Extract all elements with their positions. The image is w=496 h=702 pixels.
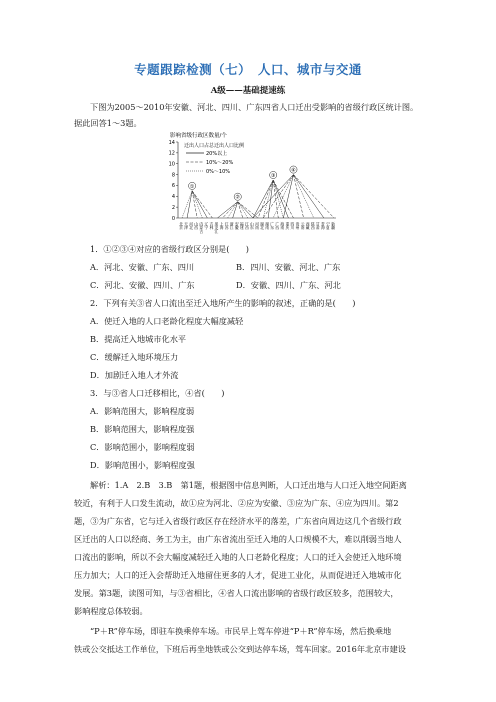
q3-option-b: B．影响范围大，影响程度强: [90, 424, 195, 434]
x-tick-label-15: 河南: [255, 222, 261, 230]
source-2-link-3: [233, 202, 238, 218]
y-tick-label-8: 8: [171, 172, 175, 179]
source-4-link-4: [293, 175, 303, 218]
source-4-link-6: [293, 175, 323, 218]
x-tick-label-5: 辽宁: [204, 222, 210, 230]
x-tick-label-18: 广东: [270, 222, 276, 230]
intro-line-1: 下图为2005～2010年安徽、河北、四川、广东四省人口迁出受影响的省级行政区统计图。: [90, 102, 419, 112]
chart-svg: [160, 130, 340, 242]
analysis-line-7: 发展。第3题，读图可知，与③省相比，④省人口流出影响的省级行政区较多，范围较大，: [74, 588, 399, 598]
x-tick-label-19: 广西: [275, 222, 281, 230]
q2-option-c: C．缓解迁入地环境压力: [90, 352, 179, 362]
source-label-4: ④: [291, 167, 296, 174]
source-2-link-6: [238, 202, 253, 218]
x-tick-label-28: 青海: [321, 222, 327, 230]
analysis-line-1: 解析：1.A 2.B 3.B 第1题，根据图中信息判断，人口迁出地与人口迁入地空间距离: [90, 480, 407, 490]
x-tick-label-11: 安徽: [235, 222, 241, 230]
source-4-link-3: [283, 175, 293, 218]
source-1-link-7: [192, 191, 212, 218]
chart-title: 影响省级行政区数量/个: [170, 133, 227, 139]
source-3-link-6: [273, 180, 288, 218]
x-tick-label-8: 上海: [220, 222, 226, 230]
y-tick-label-4: 4: [171, 194, 175, 201]
x-tick-label-4: 内蒙古: [199, 222, 205, 234]
y-ticks: [169, 140, 178, 222]
x-tick-label-30: 新疆: [331, 222, 337, 230]
x-tick-label-26: 陕西: [311, 222, 317, 230]
x-tick-label-21: 重庆: [285, 222, 291, 230]
source-4-link-7: [293, 175, 334, 218]
source-2-link-0: [217, 202, 237, 218]
tail-line-2: 铁或公交抵达工作单位，下班后再坐地铁或公交到达停车场，驾车回家。2016年北京市建设: [74, 644, 406, 654]
source-3-link-2: [263, 180, 273, 218]
x-tick-label-3: 山西: [194, 222, 200, 230]
q3-option-d: D．影响范围小，影响程度强: [90, 460, 195, 470]
x-tick-label-1: 天津: [184, 222, 190, 230]
q1-option-c: C．河北、安徽、四川、广东: [90, 280, 195, 290]
y-tick-label-0: 0: [171, 215, 175, 222]
x-tick-labels: [178, 221, 336, 234]
x-tick-label-13: 江西: [245, 222, 251, 230]
source-1-link-3: [187, 191, 192, 218]
x-tick-label-12: 福建: [240, 222, 246, 230]
analysis-line-3: 题，③为广东省，它与迁入省级行政区存在经济水平的落差，广东省向周边这几个省级行政: [74, 516, 402, 526]
x-tick-label-0: 北京: [179, 222, 185, 230]
y-tick-label-6: 6: [171, 183, 175, 190]
q2-option-a: A．使迁入地的人口老龄化程度大幅度减轻: [90, 316, 244, 326]
q1-stem: 1．①②③④对应的省级行政区分别是( ): [90, 244, 249, 254]
source-label-2: ②: [235, 194, 240, 201]
source-3-link-0: [253, 180, 273, 218]
migration-chart: [160, 130, 340, 242]
q1-option-d: D．安徽、四川、广东、河北: [236, 280, 341, 290]
source-2-link-2: [228, 202, 238, 218]
page-title: 专题跟踪检测（七） 人口、城市与交通: [134, 62, 362, 77]
source-1-link-2: [182, 191, 192, 218]
source-1-link-5: [192, 191, 202, 218]
source-4-link-1: [263, 175, 293, 218]
x-tick-label-7: 黑龙江: [214, 222, 220, 234]
x-tick-label-17: 湖南: [265, 222, 271, 230]
chart-source-markers: [189, 166, 298, 201]
tail-line-1: “P＋R”停车场，即驻车换乘停车场。市民早上驾车停进“P＋R”停车场，然后换乘地: [90, 626, 392, 636]
x-tick-label-2: 河北: [189, 222, 195, 230]
y-tick-label-14: 14: [168, 139, 175, 146]
source-3-link-5: [273, 180, 283, 218]
q3-option-a: A．影响范围大，影响程度弱: [90, 406, 195, 416]
source-label-1: ①: [189, 183, 195, 190]
x-tick-label-16: 湖北: [260, 222, 266, 230]
x-tick-label-25: 西藏: [306, 222, 312, 230]
source-4-link-2: [270, 173, 293, 218]
x-tick-label-27: 甘肃: [316, 222, 322, 230]
q1-option-a: A．河北、安徽、广东、四川: [90, 262, 195, 272]
analysis-line-5: 口流出的影响，所以不会大幅度减轻迁入地的人口老龄化程度；人口的迁入会使迁入地环境: [74, 552, 402, 562]
y-tick-label-10: 10: [168, 161, 175, 168]
x-tick-label-14: 山东: [250, 222, 256, 230]
x-tick-label-29: 宁夏: [326, 222, 332, 230]
source-label-3: ③: [270, 173, 276, 179]
chart-lines: [182, 175, 334, 218]
x-tick-label-9: 江苏: [225, 222, 231, 230]
q2-option-b: B．提高迁入地城市化水平: [90, 334, 187, 344]
q3-stem: 3．与③省人口迁移相比，④省( ): [90, 388, 225, 398]
x-tick-label-22: 四川: [290, 222, 296, 230]
analysis-line-8: 影响程度总体较弱。: [74, 606, 148, 616]
analysis-line-4: 区迁出的人口以经商、务工为主，由广东省流出至迁入地的人口规模不大，难以削弱当地人: [74, 534, 402, 544]
x-tick-label-10: 浙江: [230, 222, 236, 230]
legend-item-3: 0%～10%: [206, 169, 231, 175]
q3-option-c: C．影响范围小，影响程度弱: [90, 442, 195, 452]
source-2-link-5: [238, 202, 248, 218]
source-4-link-5: [293, 175, 313, 218]
y-tick-label-12: 12: [168, 150, 175, 157]
x-tick-label-20: 海南: [280, 222, 286, 230]
analysis-line-2: 较近，有利于人口发生流动，故①应为河北、②应为安徽、③应为广东、④应为四川。第2: [74, 498, 399, 508]
q2-option-d: D．加剧迁入地人才外流: [90, 370, 179, 380]
q1-option-b: B．四川、安徽、河北、广东: [236, 262, 341, 272]
intro-line-2: 据此回答1～3题。: [74, 118, 142, 128]
x-tick-label-23: 贵州: [296, 222, 302, 230]
y-tick-label-2: 2: [171, 204, 175, 211]
section-subtitle: A级——基础提速练: [210, 86, 286, 96]
q2-stem: 2．下列有关③省人口流出至迁入地所产生的影响的叙述，正确的是( ): [90, 298, 356, 308]
analysis-line-6: 压力加大；人口的迁入会帮助迁入地留住更多的人才，促进工业化，从而促进迁入地城市化: [74, 570, 402, 580]
legend-item-2: 10%～20%: [206, 160, 234, 166]
legend-title: 迁出人口占总迁出人口比例: [184, 143, 245, 149]
x-tick-label-24: 云南: [301, 222, 307, 230]
x-tick-label-6: 吉林: [209, 222, 215, 230]
legend-item-1: 20%以上: [206, 151, 228, 157]
